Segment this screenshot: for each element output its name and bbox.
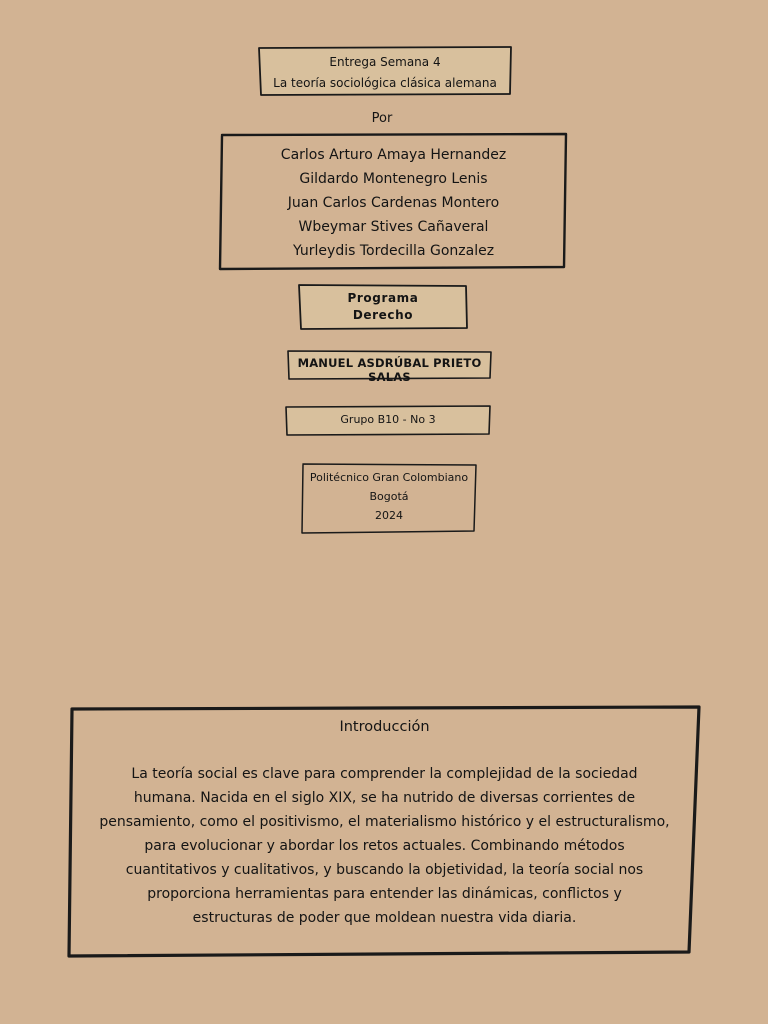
- introduction-line: La teoría social es clave para comprender la complejidad de la sociedad: [131, 766, 638, 782]
- title-box: [258, 46, 512, 96]
- authors-box: [220, 133, 567, 270]
- institution-name: Politécnico Gran Colombiano: [309, 471, 469, 484]
- program-name: Derecho: [352, 308, 414, 322]
- introduction-line: pensamiento, como el positivismo, el materialismo histórico y el estructuralismo,: [99, 814, 670, 830]
- author-name: Carlos Arturo Amaya Hernandez: [280, 147, 507, 163]
- introduction-line: estructuras de poder que moldean nuestra vida diaria.: [192, 910, 577, 926]
- program-box: [298, 284, 468, 330]
- introduction-text: [93, 762, 676, 930]
- by-label: Por: [371, 111, 393, 126]
- document-topic: La teoría sociológica clásica alemana: [273, 76, 497, 90]
- introduction-line: cuantitativos y cualitativos, y buscando la objetividad, la teoría social nos: [125, 862, 644, 878]
- institution-city: Bogotá: [369, 490, 409, 503]
- introduction-line: para evolucionar y abordar los retos actuales. Combinando métodos: [144, 838, 625, 854]
- delivery-label: Entrega Semana 4: [329, 55, 441, 69]
- introduction-box: [69, 706, 700, 958]
- author-name: Wbeymar Stives Cañaveral: [298, 219, 489, 235]
- author-name: Yurleydis Tordecilla Gonzalez: [292, 243, 495, 259]
- introduction-line: proporciona herramientas para entender las dinámicas, conflictos y: [147, 886, 622, 902]
- teacher-name: MANUEL ASDRÚBAL PRIETO SALAS: [297, 356, 482, 384]
- author-name: Juan Carlos Cardenas Montero: [287, 195, 500, 211]
- teacher-box: [287, 350, 492, 384]
- introduction-line: humana. Nacida en el siglo XIX, se ha nutrido de diversas corrientes de: [133, 790, 636, 806]
- institution-year: 2024: [375, 509, 403, 522]
- program-label: Programa: [347, 291, 419, 305]
- group-box: [285, 405, 491, 436]
- author-name: Gildardo Montenegro Lenis: [299, 171, 488, 187]
- introduction-title: Introducción: [339, 719, 430, 735]
- institution-box: [301, 463, 477, 534]
- group-label: Grupo B10 - No 3: [340, 413, 436, 426]
